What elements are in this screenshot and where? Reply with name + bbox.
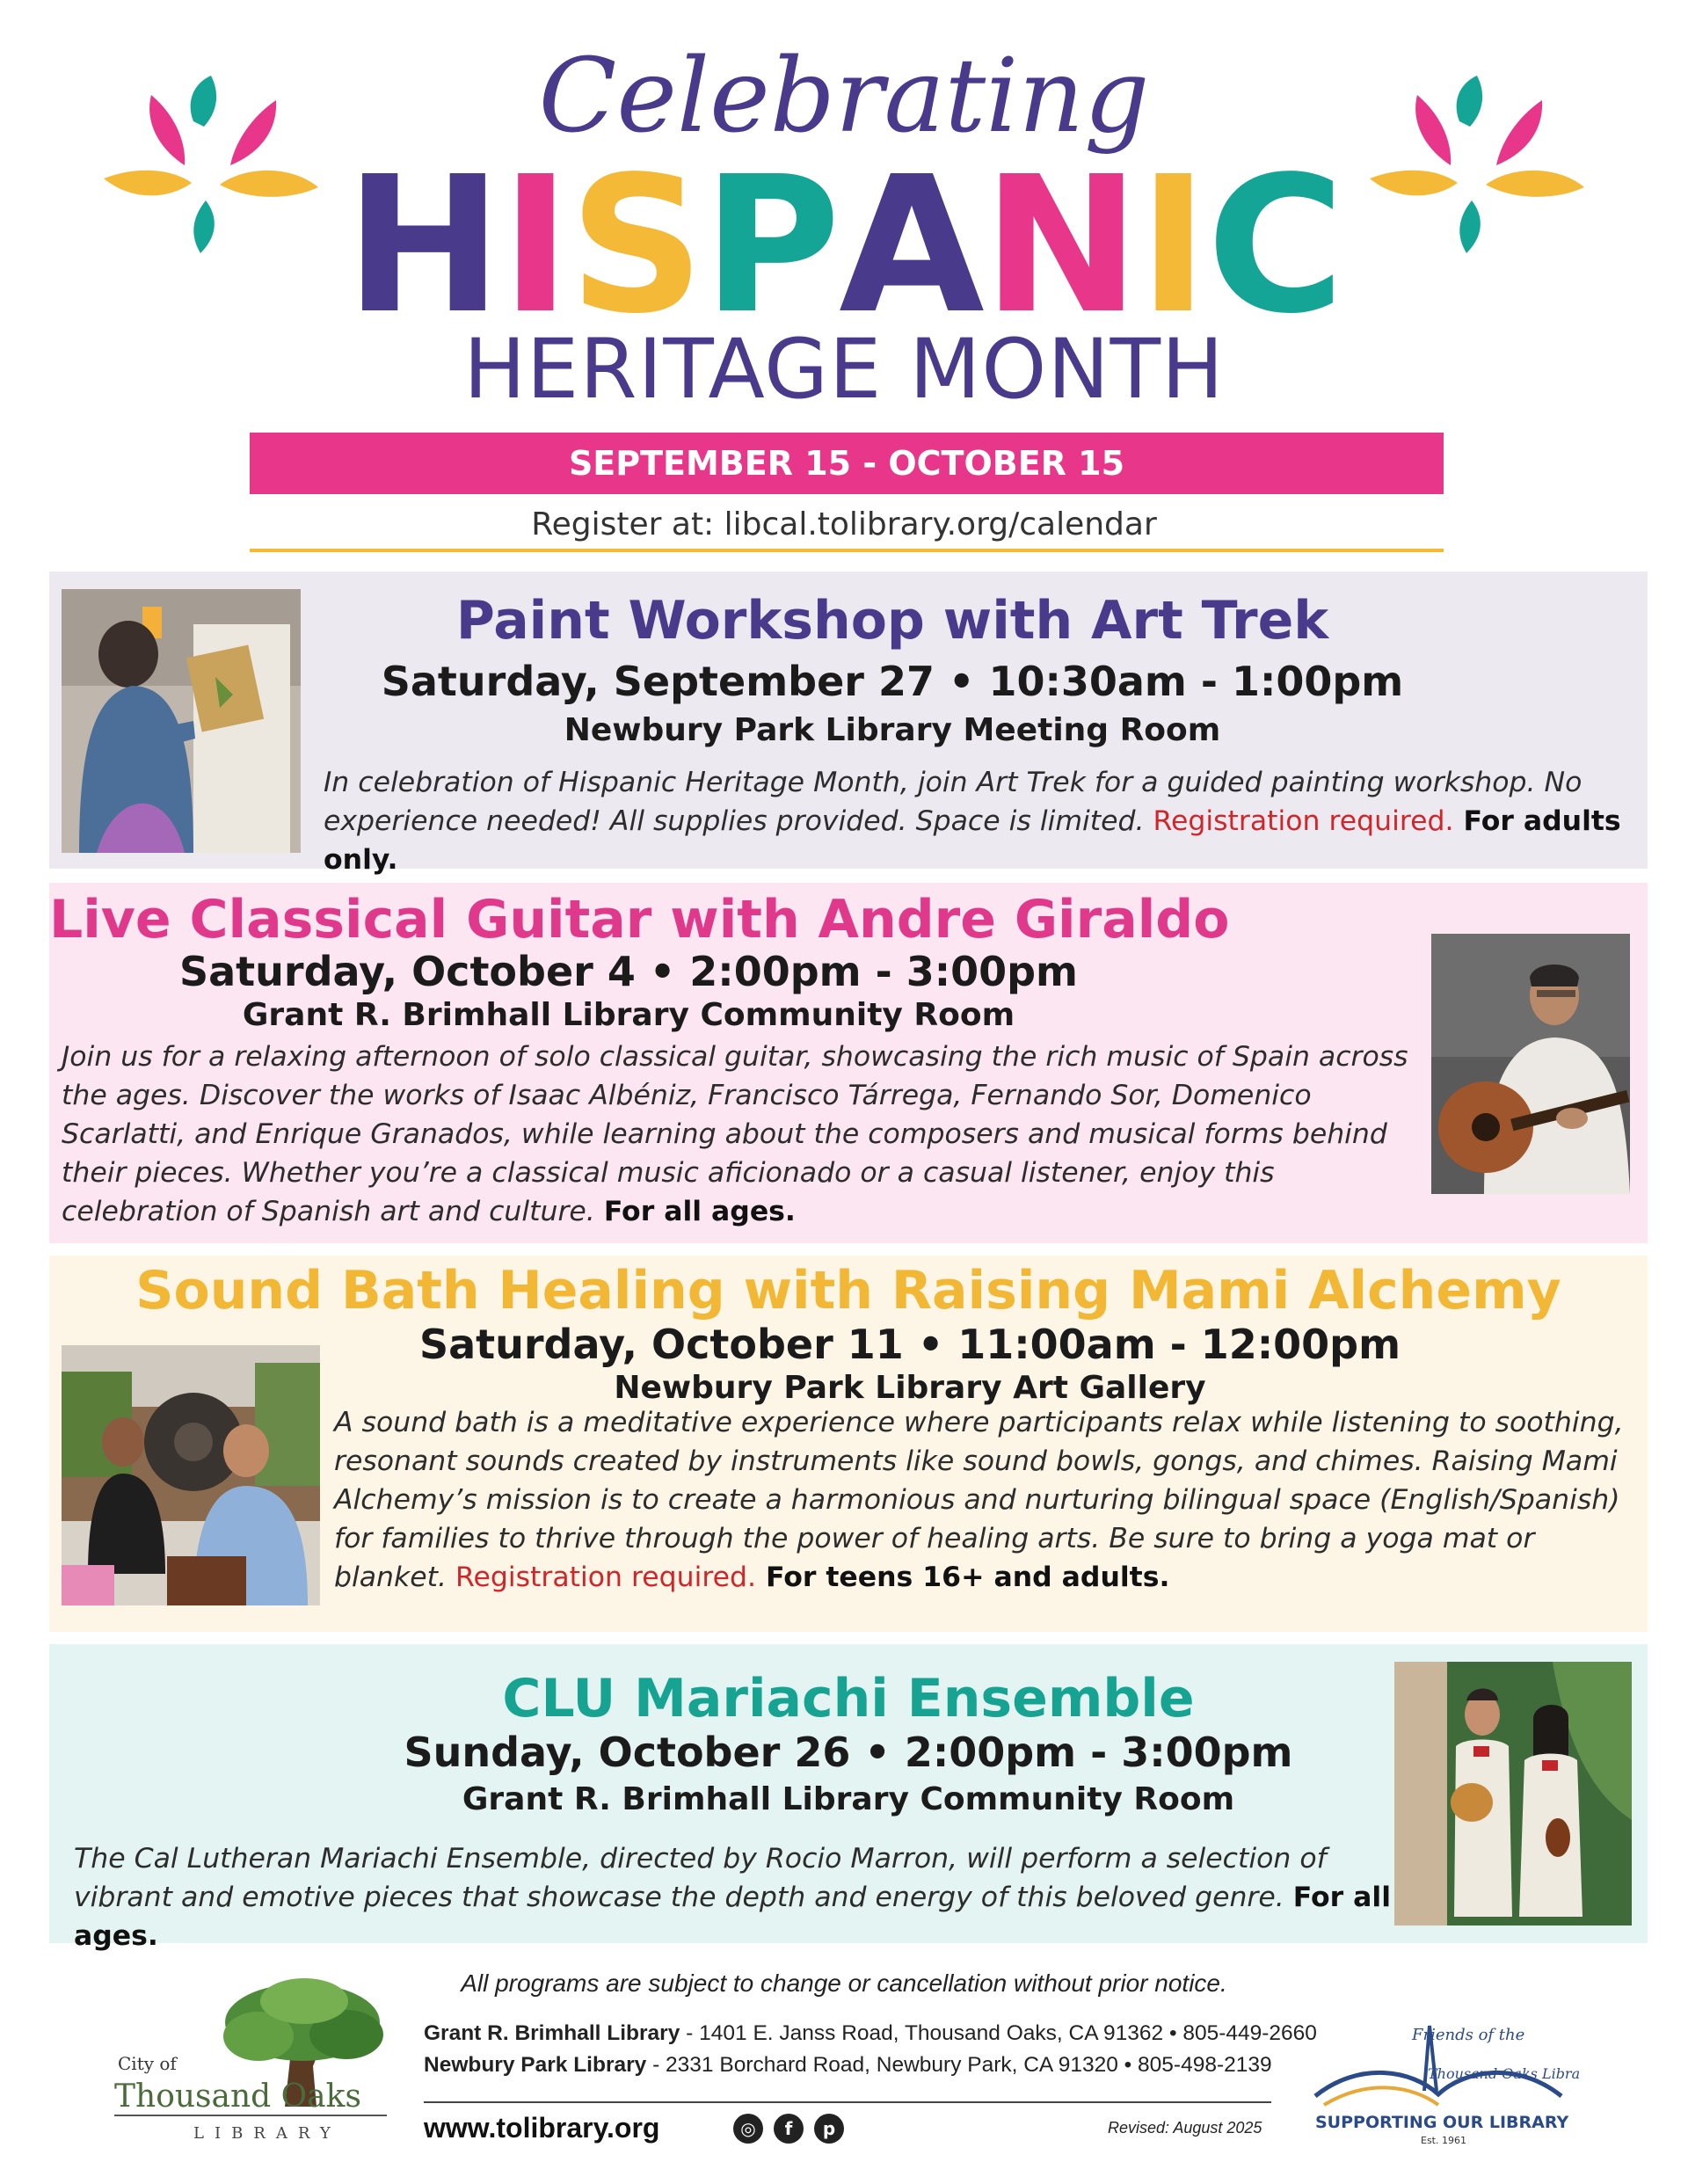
event-3-description (334, 1403, 1630, 1597)
title-letter: P (702, 136, 840, 355)
friends-logo-line1: Friends of the (1412, 2026, 1525, 2044)
register-divider (250, 549, 1444, 552)
register-link-text[interactable]: Register at: libcal.tolibrary.org/calendar (531, 506, 1157, 542)
event-4-description-text: The Cal Lutheran Mariachi Ensemble, directed by Rocio Marron, will perform a selection of vibrant and emotive pieces that showcase the depth and energy of this beloved genre. (74, 1843, 1327, 1913)
event-4-datetime: Sunday, October 26 • 2:00pm - 3:00pm (404, 1729, 1293, 1776)
footer-divider (424, 2101, 1271, 2103)
event-2-description-text: Join us for a relaxing afternoon of solo classical guitar, showcasing the rich music of Spain across the ages. Discover the works of Isaac Albéniz, Francisco Tárrega, Fernando Sor, Domenico Scarlatti, and Enrique Granados, while learning about the composers and musical forms behind their pieces. Whether you’re a classical music aficionado or a casual listener, enjoy this celebration of Spanish art and culture. (62, 1041, 1408, 1227)
city-logo-line2: Thousand Oaks (114, 2078, 361, 2115)
event-1-datetime: Saturday, September 27 • 10:30am - 1:00pm (381, 658, 1404, 705)
event-1-location: Newbury Park Library Meeting Room (564, 712, 1221, 748)
event-4-description (74, 1839, 1393, 1955)
title-letter: N (982, 136, 1139, 355)
event-3-registration-note: Registration required. (455, 1562, 756, 1593)
title-letter: H (345, 136, 501, 355)
event-4-audience: For all ages. (74, 1882, 1392, 1952)
event-1-description (324, 763, 1642, 879)
event-panel-classical-guitar (49, 883, 1648, 1243)
event-3-location: Newbury Park Library Art Gallery (614, 1370, 1206, 1406)
website-link[interactable]: www.tolibrary.org (424, 2112, 660, 2144)
city-logo-line3: LIBRARY (193, 2124, 341, 2143)
title-letter: I (1138, 136, 1207, 355)
friends-logo-line4: Est. 1961 (1421, 2135, 1466, 2146)
friends-of-library-logo (1298, 2008, 1579, 2149)
library-brimhall-name: Grant R. Brimhall Library (424, 2021, 680, 2045)
address-newbury-park (424, 2050, 1272, 2080)
event-panel-sound-bath (49, 1256, 1648, 1632)
event-1-description-text: In celebration of Hispanic Heritage Month, join Art Trek for a guided painting workshop. No experience needed! All supplies provided. Space is limited. (324, 767, 1582, 837)
event-3-datetime: Saturday, October 11 • 11:00am - 12:00pm (418, 1321, 1401, 1368)
photo-mariachi-ensemble (1394, 1662, 1632, 1926)
facebook-icon[interactable]: f (774, 2114, 804, 2144)
library-newbury-name: Newbury Park Library (424, 2053, 647, 2077)
instagram-icon[interactable]: ◎ (733, 2114, 763, 2144)
address-brimhall (424, 2019, 1317, 2049)
disclaimer-text: All programs are subject to change or cancellation without prior notice. (461, 1969, 1227, 1997)
title-letter: C (1206, 136, 1343, 355)
event-panel-mariachi (49, 1644, 1648, 1952)
event-2-description (62, 1037, 1415, 1231)
event-2-datetime: Saturday, October 4 • 2:00pm - 3:00pm (179, 948, 1078, 995)
revised-date: Revised: August 2025 (1108, 2119, 1262, 2137)
pinterest-icon[interactable]: p (814, 2114, 844, 2144)
friends-logo-line3: SUPPORTING OUR LIBRARY (1315, 2113, 1569, 2132)
date-range-banner: SEPTEMBER 15 - OCTOBER 15 (250, 433, 1444, 494)
event-1-registration-note: Registration required. (1153, 805, 1454, 837)
title-celebrating: Celebrating (538, 37, 1150, 156)
city-logo-line1: City of (118, 2053, 177, 2074)
event-3-title: Sound Bath Healing with Raising Mami Alchemy (135, 1260, 1561, 1321)
event-2-location: Grant R. Brimhall Library Community Room (242, 997, 1015, 1033)
event-2-title: Live Classical Guitar with Andre Giraldo (49, 889, 1230, 950)
friends-logo-line2: Thousand Oaks Library (1428, 2065, 1579, 2082)
title-heritage-month: HERITAGE MONTH (463, 322, 1225, 418)
title-letter: I (500, 136, 570, 355)
event-3-audience: For teens 16+ and adults. (755, 1562, 1170, 1593)
title-hispanic (0, 136, 1688, 355)
event-3-description-text: A sound bath is a meditative experience where participants relax while listening to soothing, resonant sounds created by instruments like sound bowls, gongs, and chimes. Raising Mami Alchemy’s mission is to create a harmonious and nurturing bilingual space (English/Spanish) for families to thrive through the power of healing arts. Be sure to bring a yoga mat or blanket. (334, 1407, 1624, 1593)
title-letter: S (569, 136, 703, 355)
event-4-title: CLU Mariachi Ensemble (502, 1668, 1195, 1729)
event-1-audience: For adults only. (324, 805, 1621, 876)
photo-paint-workshop (62, 589, 301, 853)
event-2-audience: For all ages. (603, 1196, 796, 1227)
event-1-title: Paint Workshop with Art Trek (455, 590, 1329, 652)
event-4-location: Grant R. Brimhall Library Community Room (462, 1781, 1235, 1817)
city-thousand-oaks-library-logo (109, 1975, 390, 2151)
library-newbury-address: - 2331 Borchard Road, Newbury Park, CA 91320 • 805-498-2139 (646, 2053, 1272, 2077)
event-panel-paint-workshop (49, 571, 1648, 876)
photo-andre-giraldo (1431, 934, 1630, 1194)
library-brimhall-address: - 1401 E. Janss Road, Thousand Oaks, CA 91362 • 805-449-2660 (680, 2021, 1317, 2045)
photo-sound-bath (62, 1345, 320, 1605)
title-letter: A (839, 136, 983, 355)
